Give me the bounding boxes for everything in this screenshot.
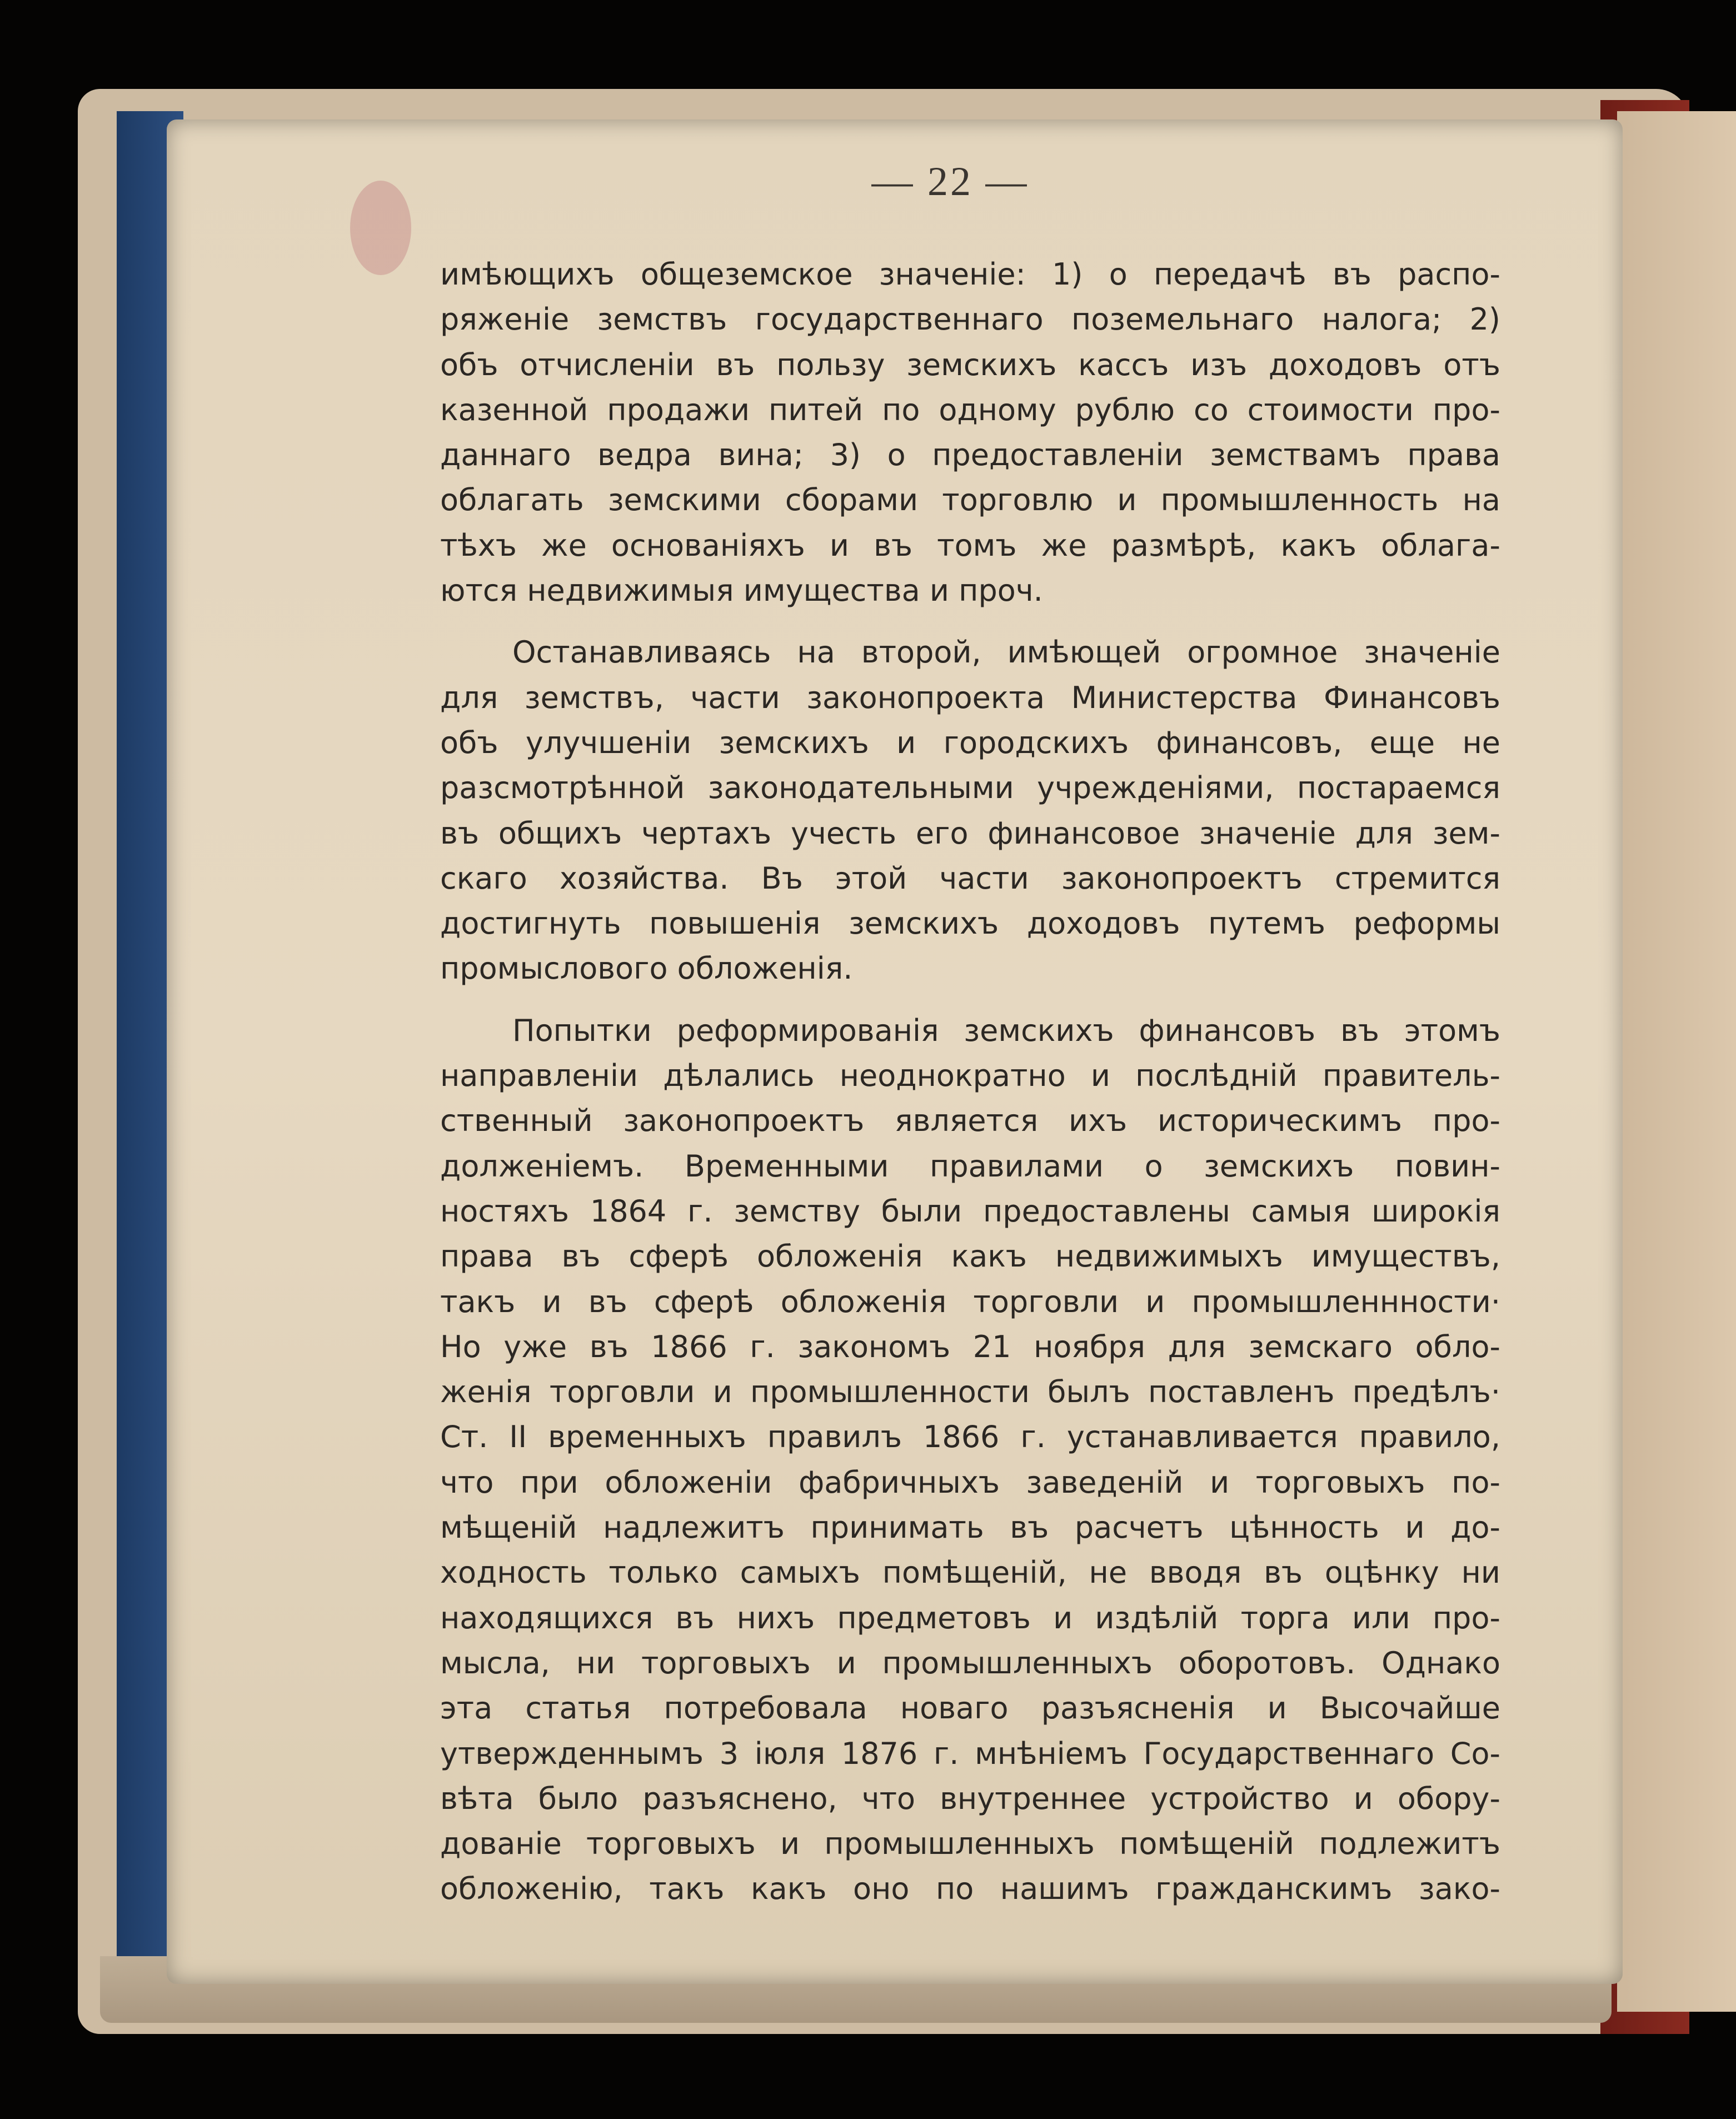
text-line: казенной продажи питей по одному рублю со стоимости про-	[440, 392, 1500, 427]
text-line: для земствъ, части законопроекта Министерства Финансовъ	[440, 680, 1500, 715]
page-text	[440, 252, 1500, 1912]
page-stain	[350, 181, 411, 275]
text-line: обложенію, такъ какъ оно по нашимъ гражданскимъ зако-	[440, 1871, 1500, 1907]
text-line: Но уже въ 1866 г. закономъ 21 ноября для земскаго обло-	[440, 1329, 1500, 1364]
text-line: направленіи дѣлались неоднократно и послѣдній правитель-	[440, 1058, 1500, 1094]
text-line: права въ сферѣ обложенія какъ недвижимыхъ имуществъ,	[440, 1239, 1500, 1274]
text-line: достигнуть повышенія земскихъ доходовъ путемъ реформы	[440, 906, 1500, 941]
text-line: ются недвижимыя имущества и проч.	[440, 573, 1043, 609]
text-line: ностяхъ 1864 г. земству были предоставлены самыя широкія	[440, 1193, 1500, 1229]
paragraph-1	[440, 252, 1500, 613]
page-number: — 22 —	[871, 159, 1029, 205]
paragraph-2	[440, 630, 1500, 991]
text-line: ряженіе земствъ государственнаго поземельнаго налога; 2)	[440, 302, 1500, 337]
text-line: мѣщеній надлежитъ принимать въ расчетъ цѣнность и до-	[440, 1510, 1500, 1545]
text-line: женія торговли и промышленности былъ поставленъ предѣлъ·	[440, 1374, 1500, 1410]
text-line: Ст. II временныхъ правилъ 1866 г. устанавливается правило,	[440, 1419, 1500, 1455]
text-line: такъ и въ сферѣ обложенія торговли и промышленнности·	[440, 1284, 1500, 1319]
text-line: Попытки реформированія земскихъ финансовъ въ этомъ	[512, 1013, 1500, 1048]
text-line: находящихся въ нихъ предметовъ и издѣлій торга или про-	[440, 1600, 1500, 1636]
text-line: утвержденнымъ 3 іюля 1876 г. мнѣніемъ Государственнаго Со-	[440, 1736, 1500, 1771]
text-line: объ улучшеніи земскихъ и городскихъ финансовъ, еще не	[440, 725, 1500, 760]
text-line: Останавливаясь на второй, имѣющей огромное значеніе	[512, 635, 1500, 670]
text-line: дованіе торговыхъ и промышленныхъ помѣщеній подлежитъ	[440, 1826, 1500, 1862]
text-line: эта статья потребовала новаго разъясненія и Высочайше	[440, 1691, 1500, 1726]
text-line: разсмотрѣнной законодательными учрежденіями, постараемся	[440, 770, 1500, 806]
text-line: тѣхъ же основаніяхъ и въ томъ же размѣрѣ, какъ облага-	[440, 527, 1500, 563]
text-line: ственный законопроектъ является ихъ историческимъ про-	[440, 1103, 1500, 1139]
text-line: объ отчисленіи въ пользу земскихъ кассъ изъ доходовъ отъ	[440, 347, 1500, 382]
text-line: вѣта было разъяснено, что внутреннее устройство и обору-	[440, 1781, 1500, 1816]
text-line: облагать земскими сборами торговлю и промышленность на	[440, 482, 1500, 518]
facing-page-edge	[1617, 111, 1736, 2012]
text-line: въ общихъ чертахъ учесть его финансовое значеніе для зем-	[440, 815, 1500, 851]
paragraph-3	[440, 1008, 1500, 1912]
text-line: промыслового обложенія.	[440, 951, 853, 986]
text-line: даннаго ведра вина; 3) о предоставленіи земствамъ права	[440, 437, 1500, 473]
text-line: имѣющихъ общеземское значеніе: 1) о передачѣ въ распо-	[440, 257, 1500, 292]
text-line: что при обложеніи фабричныхъ заведеній и торговыхъ по-	[440, 1464, 1500, 1500]
text-line: долженіемъ. Временными правилами о земскихъ повин-	[440, 1148, 1500, 1184]
text-line: ходность только самыхъ помѣщеній, не вводя въ оцѣнку ни	[440, 1555, 1500, 1591]
text-line: мысла, ни торговыхъ и промышленныхъ оборотовъ. Однако	[440, 1645, 1500, 1681]
text-line: скаго хозяйства. Въ этой части законопроектъ стремится	[440, 860, 1500, 896]
